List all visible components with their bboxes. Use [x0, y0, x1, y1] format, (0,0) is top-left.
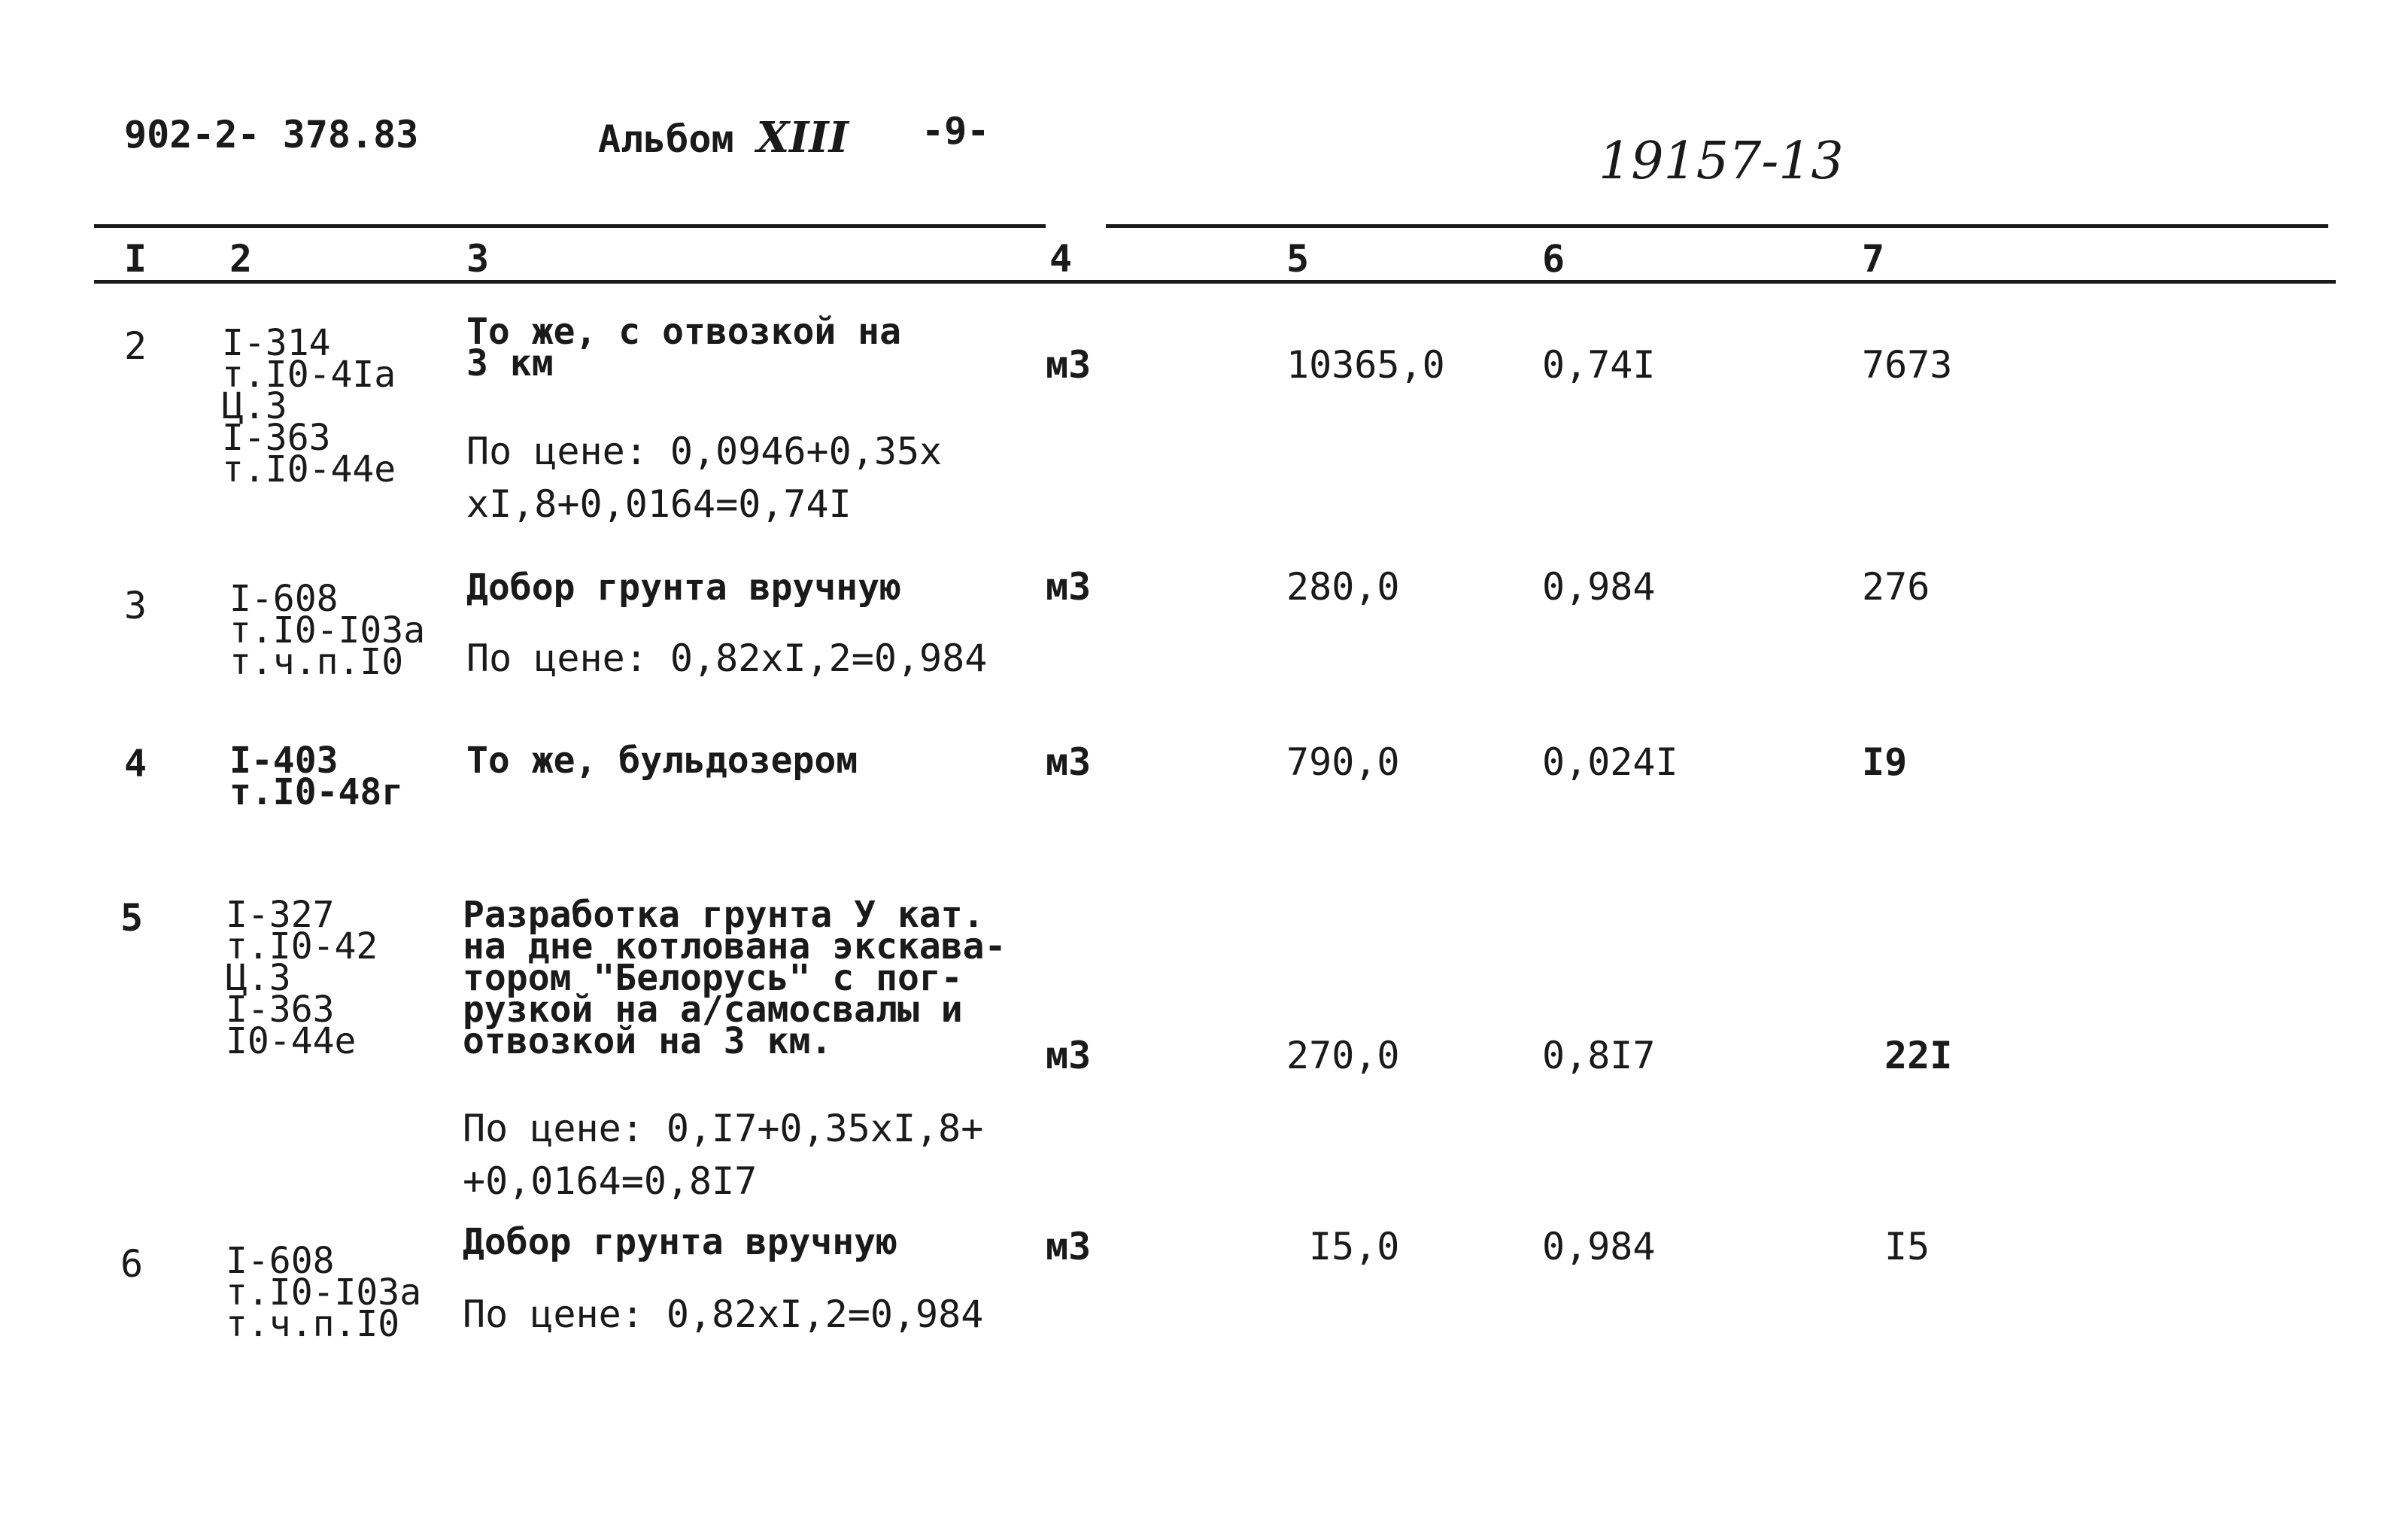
norm-reference: I-608 т.I0-I03а т.ч.п.I0: [226, 1240, 422, 1345]
work-description: То же, бульдозером: [466, 740, 858, 782]
column-header-6: 6: [1542, 237, 1565, 281]
page-number: -9-: [922, 109, 990, 153]
unit-rate: 0,74I: [1542, 343, 1656, 387]
row-number: 3: [124, 584, 147, 627]
row-number: 6: [120, 1242, 144, 1286]
total-cost: 22I: [1884, 1034, 1953, 1077]
row-number: 4: [124, 742, 147, 785]
price-calculation: По цене: 0,82хI,2=0,984: [466, 636, 988, 680]
quantity: 280,0: [1286, 565, 1400, 609]
unit: м3: [1046, 565, 1092, 609]
column-header-4: 4: [1049, 237, 1073, 281]
top-rule-left: [94, 224, 1046, 228]
work-description: То же, с отвозкой на 3 км: [466, 311, 901, 384]
unit-rate: 0,984: [1542, 1225, 1656, 1268]
price-calculation: По цене: 0,0946+0,35х хI,8+0,0164=0,74I: [466, 430, 943, 526]
album-label: [598, 113, 849, 163]
total-cost: I5: [1884, 1225, 1930, 1268]
column-header-2: 2: [229, 237, 253, 281]
total-cost: 7673: [1862, 343, 1953, 387]
unit: м3: [1046, 1034, 1092, 1077]
unit: м3: [1046, 740, 1092, 784]
unit-rate: 0,984: [1542, 565, 1656, 609]
total-cost: 276: [1862, 565, 1930, 609]
album-label-text: Альбом: [598, 117, 734, 161]
handwritten-document-number: 19157-13: [1599, 132, 1844, 191]
norm-reference: I-403 т.I0-48г: [229, 740, 404, 813]
column-header-3: 3: [466, 237, 490, 281]
row-number: 2: [124, 324, 147, 368]
unit-rate: 0,8I7: [1542, 1034, 1656, 1077]
quantity: 10365,0: [1286, 343, 1445, 387]
column-header-5: 5: [1286, 237, 1310, 281]
column-header-1: I: [124, 237, 147, 281]
norm-reference: I-314 т.I0-4Iа Ц.3 I-363 т.I0-44е: [222, 322, 396, 491]
column-header-7: 7: [1862, 237, 1885, 281]
norm-reference: I-327 т.I0-42 Ц.3 I-363 I0-44е: [226, 894, 378, 1062]
top-rule-right: [1106, 224, 2328, 228]
work-description: Разработка грунта У кат. на дне котлована экскава- тором "Белорусь" с пог- рузкой на а/самосвалы и отвозкой на 3 км.: [463, 894, 1007, 1062]
unit-rate: 0,024I: [1542, 740, 1678, 784]
work-description: Добор грунта вручную: [463, 1221, 897, 1263]
album-number: XIII: [756, 113, 849, 163]
norm-reference: I-608 т.I0-I03а т.ч.п.I0: [229, 578, 426, 683]
column-header-rule: [94, 280, 2336, 284]
document-code: 902-2- 378.83: [124, 113, 419, 156]
total-cost: I9: [1862, 740, 1908, 784]
row-number: 5: [120, 896, 144, 940]
price-calculation: По цене: 0,I7+0,35хI,8+ +0,0164=0,8I7: [463, 1107, 984, 1203]
quantity: 790,0: [1286, 740, 1400, 784]
quantity: I5,0: [1309, 1225, 1400, 1268]
quantity: 270,0: [1286, 1034, 1400, 1077]
unit: м3: [1046, 343, 1092, 387]
unit: м3: [1046, 1225, 1092, 1268]
work-description: Добор грунта вручную: [466, 567, 901, 609]
price-calculation: По цене: 0,82хI,2=0,984: [463, 1293, 984, 1336]
